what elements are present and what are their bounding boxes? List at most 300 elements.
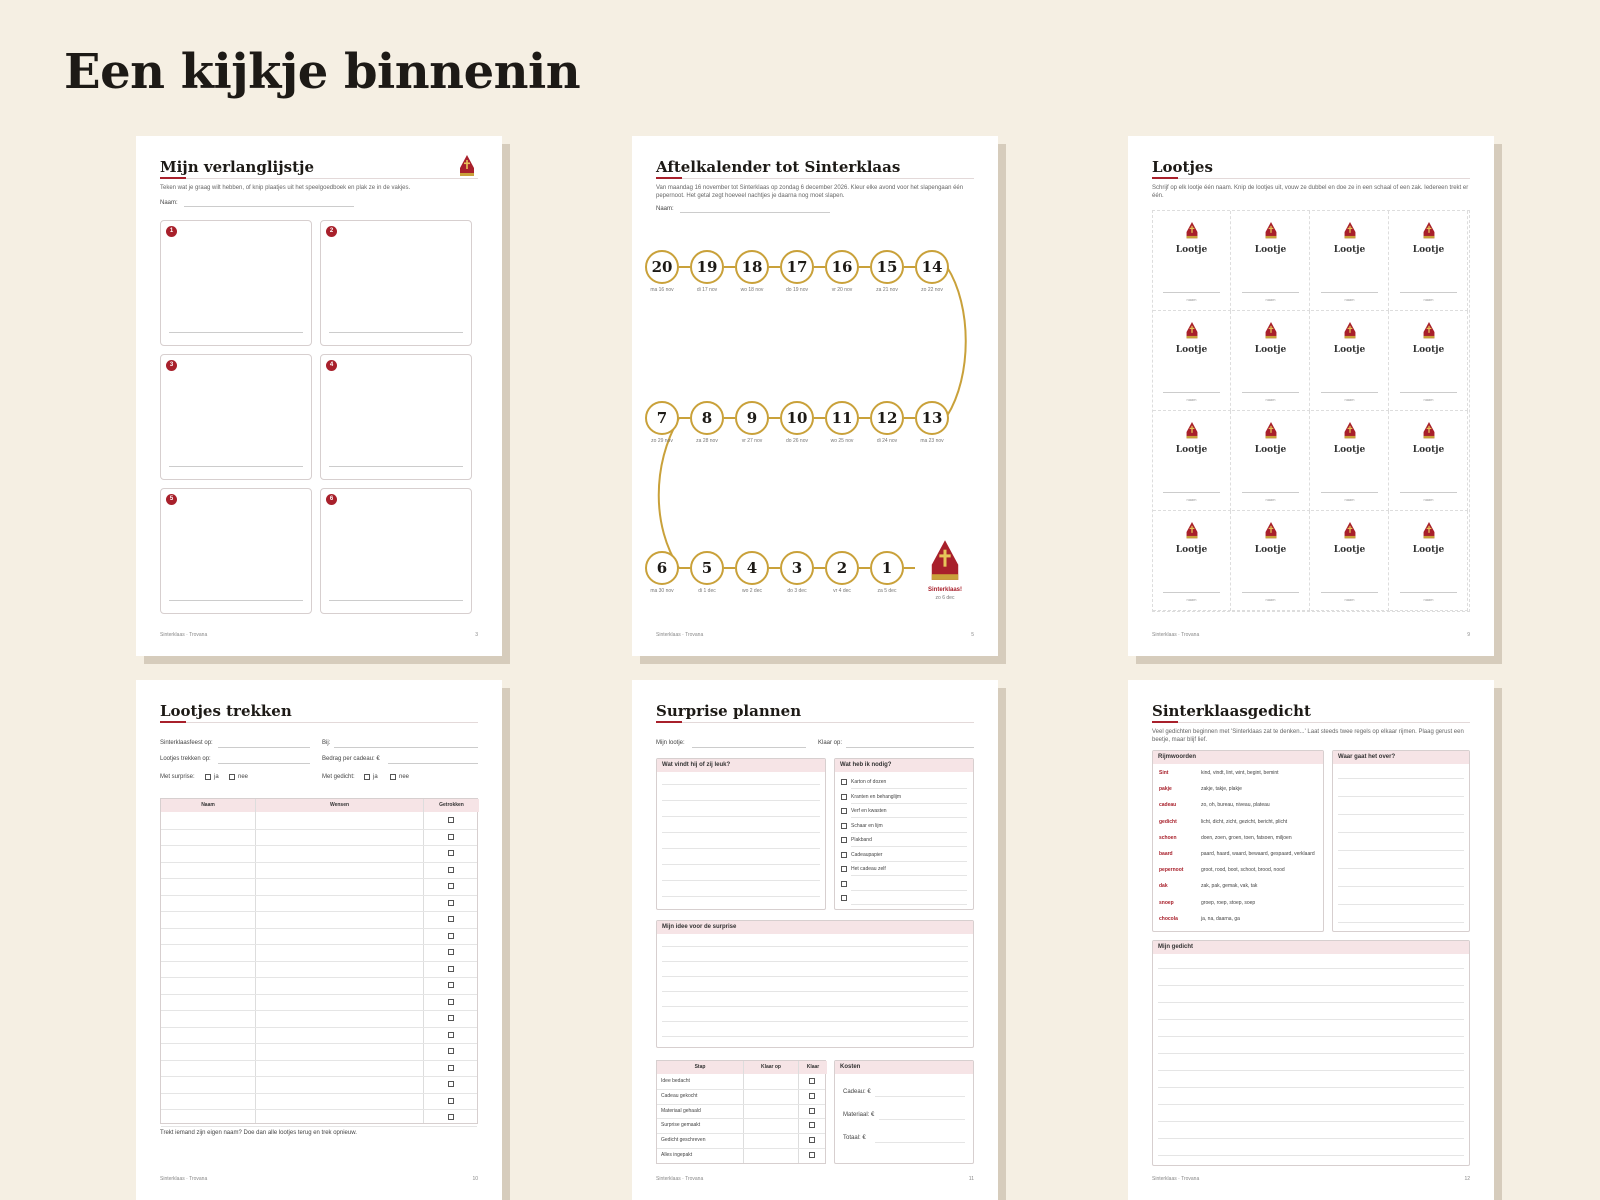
lootje-label: Lootje	[1175, 545, 1208, 555]
drawn-checkbox[interactable]	[448, 1015, 454, 1021]
need-checkbox[interactable]	[841, 794, 847, 800]
mitre-icon	[1343, 221, 1357, 245]
write-line	[1338, 886, 1464, 887]
day-connector	[724, 417, 735, 419]
poem-no-checkbox[interactable]	[390, 774, 396, 780]
need-item: Kranten en behanglijm	[851, 793, 902, 800]
wish-box-line	[329, 332, 463, 333]
day-circle: 4	[735, 551, 769, 585]
lootje-card	[1153, 211, 1231, 311]
write-line	[1338, 904, 1464, 905]
lootje-name-line	[1400, 292, 1457, 293]
lootje-label: Lootje	[1412, 545, 1445, 555]
col-done: Klaar	[799, 1061, 827, 1074]
lootje-name-line	[1242, 392, 1299, 393]
mitre-icon	[1185, 521, 1199, 545]
wish-box	[160, 220, 312, 346]
mitre-icon	[1343, 521, 1357, 545]
table-row-line	[161, 1010, 477, 1011]
wish-box-line	[329, 466, 463, 467]
page-footer: Sinterklaas · Trovana	[1152, 1176, 1200, 1182]
day-date: wo 2 dec	[741, 588, 762, 594]
need-checkbox[interactable]	[841, 881, 847, 887]
page-heading: Een kijkje binnenin	[64, 44, 581, 100]
step-checkbox[interactable]	[809, 1152, 815, 1158]
page-title: Sinterklaasgedicht	[1152, 702, 1311, 720]
title-accent	[656, 721, 682, 723]
day-date: vr 4 dec	[833, 588, 851, 594]
day-date: di 17 nov	[696, 287, 718, 293]
write-line	[1338, 814, 1464, 815]
title-rule	[656, 722, 974, 723]
surprise-label: Met surprise:	[160, 774, 195, 780]
day-date: zo 29 nov	[651, 438, 673, 444]
lootje-label: Lootje	[1412, 245, 1445, 255]
table-row-line	[161, 944, 477, 945]
page-subtitle: Van maandag 16 november tot Sinterklaas op zondag 6 december 2026. Kleur elke avond voor het slapengaan één pepernoot. Het getal zegt hoeveel nachtjes je daarna nog moet slapen.	[656, 185, 964, 199]
lootje-name-hint: naam	[1423, 597, 1434, 602]
drawn-checkbox[interactable]	[448, 1065, 454, 1071]
table-row-line	[657, 1118, 825, 1119]
day-connector	[904, 417, 915, 419]
step-checkbox[interactable]	[809, 1108, 815, 1114]
preview-lootjes-page	[1128, 136, 1494, 656]
drawn-checkbox[interactable]	[448, 834, 454, 840]
day-connector	[724, 567, 735, 569]
rhyme-options: kind, vindt, lint, wint, begint, bemint	[1201, 770, 1279, 776]
write-line	[662, 816, 820, 817]
day-connector	[769, 417, 780, 419]
lootje-name-line	[1163, 392, 1220, 393]
rhyme-word: pepernoot	[1159, 867, 1184, 874]
need-checkbox[interactable]	[841, 895, 847, 901]
write-line	[662, 961, 968, 962]
lootje-name-hint: naam	[1186, 397, 1197, 402]
page-title: Lootjes	[1152, 158, 1213, 176]
day-circle: 12	[870, 401, 904, 435]
lootje-label: Lootje	[1254, 345, 1287, 355]
page-footer: Sinterklaas · Trovana	[656, 632, 704, 638]
day-date: wo 18 nov	[740, 287, 764, 293]
lootje-card	[1232, 211, 1310, 311]
lootje-name-line	[1321, 392, 1378, 393]
lootje-label: Lootje	[1254, 545, 1287, 555]
rhyme-header: Rijmwoorden	[1153, 751, 1323, 764]
rhyme-options: doen, zoen, groen, toen, fatsoen, miljoen	[1201, 834, 1292, 841]
write-line	[1158, 1138, 1464, 1139]
drawn-checkbox[interactable]	[448, 999, 454, 1005]
rhyme-options: licht, dicht, zicht, gezicht, bericht, plicht	[1201, 818, 1288, 825]
lootje-label: Lootje	[1333, 545, 1366, 555]
wish-box	[320, 220, 472, 346]
need-checkbox[interactable]	[841, 852, 847, 858]
lootje-name-line	[1163, 492, 1220, 493]
table-row-line	[161, 878, 477, 879]
col-wishes: Wensen	[256, 799, 423, 812]
lootje-card	[1232, 511, 1310, 611]
page-number: 9	[1467, 632, 1470, 638]
lootje-name-hint: naam	[1423, 297, 1434, 302]
rhyme-word: snoep	[1159, 899, 1174, 906]
drawn-checkbox[interactable]	[448, 916, 454, 922]
host-line	[334, 747, 478, 748]
day-circle: 10	[780, 401, 814, 435]
need-line	[851, 846, 967, 847]
step-checkbox[interactable]	[809, 1122, 815, 1128]
drawn-checkbox[interactable]	[448, 933, 454, 939]
day-date: vr 20 nov	[831, 287, 853, 293]
table-row-line	[161, 1043, 477, 1044]
need-line	[851, 832, 967, 833]
table-row-line	[657, 1089, 825, 1090]
write-line	[1338, 850, 1464, 851]
lootje-name-line	[1163, 292, 1220, 293]
draw-table	[160, 798, 478, 1124]
drawn-checkbox[interactable]	[448, 900, 454, 906]
page-title: Lootjes trekken	[160, 702, 292, 720]
step-item: Idee bedacht	[661, 1078, 690, 1084]
write-line	[1158, 1155, 1464, 1156]
table-row-line	[161, 911, 477, 912]
amount-line	[388, 763, 478, 764]
preview-wishlist-page	[136, 136, 502, 656]
needs-panel	[834, 758, 974, 910]
day-connector	[769, 266, 780, 268]
title-rule	[160, 722, 478, 723]
drawn-checkbox[interactable]	[448, 850, 454, 856]
day-date: zo 22 nov	[921, 287, 943, 293]
lootje-card	[1390, 211, 1468, 311]
drawn-checkbox[interactable]	[448, 1114, 454, 1120]
wish-box	[320, 354, 472, 480]
day-circle: 15	[870, 250, 904, 284]
title-accent	[1152, 177, 1178, 179]
rhyme-word: dak	[1159, 883, 1168, 890]
yes-label: ja	[373, 774, 378, 780]
day-date: wo 25 nov	[830, 438, 854, 444]
wish-box-number: 2	[326, 226, 337, 237]
write-line	[1158, 1053, 1464, 1054]
rhyme-word: Sint	[1159, 770, 1169, 776]
rhyme-word: schoen	[1159, 834, 1177, 841]
rhyme-options: groot, rood, boot, schoot, brood, nood	[1201, 867, 1285, 874]
costs-header: Kosten	[835, 1061, 973, 1074]
day-connector	[679, 567, 690, 569]
table-row-line	[161, 845, 477, 846]
mitre-icon	[1264, 321, 1278, 345]
lootje-card	[1390, 411, 1468, 511]
step-checkbox[interactable]	[809, 1093, 815, 1099]
rhyme-word: cadeau	[1159, 802, 1177, 809]
lootje-name-line	[1321, 292, 1378, 293]
day-circle: 14	[915, 250, 949, 284]
mitre-icon	[1185, 421, 1199, 445]
write-line	[1338, 868, 1464, 869]
need-item: Het cadeau zelf	[851, 866, 886, 872]
drawn-checkbox[interactable]	[448, 1098, 454, 1104]
need-item: Plakband	[851, 837, 872, 843]
lootje-name-hint: naam	[1186, 297, 1197, 302]
page-title: Mijn verlanglijstje	[160, 158, 314, 176]
step-checkbox[interactable]	[809, 1137, 815, 1143]
step-item: Surprise gemaakt	[661, 1122, 701, 1129]
name-label: Naam:	[656, 206, 674, 212]
mitre-icon	[1185, 221, 1199, 245]
poem-label: Met gedicht:	[322, 774, 355, 780]
lootje-name-hint: naam	[1344, 397, 1355, 402]
page-title: Aftelkalender tot Sinterklaas	[656, 158, 901, 176]
need-checkbox[interactable]	[841, 837, 847, 843]
wish-box	[320, 488, 472, 614]
preview-draw-page	[136, 680, 502, 1200]
lootje-name-hint: naam	[1186, 597, 1197, 602]
need-checkbox[interactable]	[841, 866, 847, 872]
wish-box-number: 4	[326, 360, 337, 371]
day-circle: 6	[645, 551, 679, 585]
need-line	[851, 904, 967, 905]
rhyme-options: paard, haard, waard, bewaard, gespaard, verklaard	[1201, 851, 1315, 857]
rhyme-options: zo, oh, bureau, niveau, plateau	[1201, 802, 1270, 809]
page-footer: Sinterklaas · Trovana	[160, 1176, 208, 1182]
wish-box-line	[169, 332, 303, 333]
day-connector	[859, 266, 870, 268]
page-number: 10	[472, 1176, 478, 1182]
drawn-checkbox[interactable]	[448, 1081, 454, 1087]
rhyme-options: zak, pak, gemak, vak, tak	[1201, 883, 1258, 890]
my-poem-header: Mijn gedicht	[1153, 941, 1469, 954]
rhyme-word: pakje	[1159, 786, 1172, 793]
lootje-name-line	[1321, 592, 1378, 593]
table-row-line	[161, 1093, 477, 1094]
mitre-icon	[1264, 521, 1278, 545]
party-line	[218, 747, 310, 748]
ready-label: Klaar op:	[818, 740, 843, 746]
wish-box-line	[169, 466, 303, 467]
mitre-icon	[1422, 521, 1436, 545]
write-line	[1158, 1002, 1464, 1003]
table-row-line	[161, 994, 477, 995]
write-line	[1158, 985, 1464, 986]
need-item: Karton of dozen	[851, 779, 887, 785]
lootje-card	[1153, 411, 1231, 511]
need-checkbox[interactable]	[841, 808, 847, 814]
wish-box	[160, 354, 312, 480]
col-name: Naam	[161, 799, 255, 812]
write-line	[662, 848, 820, 849]
title-accent	[160, 177, 186, 179]
lootje-label: Lootje	[1175, 345, 1208, 355]
page-number: 11	[968, 1176, 974, 1182]
cost-line	[879, 1119, 965, 1120]
surprise-yes-checkbox[interactable]	[205, 774, 211, 780]
day-connector	[814, 567, 825, 569]
day-circle: 9	[735, 401, 769, 435]
finish-label: Sinterklaas!	[927, 587, 963, 593]
drawn-checkbox[interactable]	[448, 883, 454, 889]
mitre-icon	[458, 154, 476, 178]
write-line	[1338, 832, 1464, 833]
table-row-line	[161, 1027, 477, 1028]
page-title: Surprise plannen	[656, 702, 802, 720]
write-line	[662, 1006, 968, 1007]
need-line	[851, 803, 967, 804]
lootje-label: Lootje	[1254, 245, 1287, 255]
lootje-label: Lootje	[1175, 245, 1208, 255]
lootje-name-line	[1321, 492, 1378, 493]
name-label: Naam:	[160, 200, 178, 206]
wish-box-line	[169, 600, 303, 601]
lootje-name-line	[1400, 592, 1457, 593]
my-poem-panel	[1152, 940, 1470, 1166]
sinterklaas-mitre-icon	[928, 538, 962, 584]
col-drawn: Getrokken	[424, 799, 479, 812]
lootje-label: Mijn lootje:	[656, 740, 685, 746]
write-line	[662, 1021, 968, 1022]
need-line	[851, 788, 967, 789]
mitre-icon	[1343, 321, 1357, 345]
day-circle: 16	[825, 250, 859, 284]
lootje-label: Lootje	[1254, 445, 1287, 455]
table-row-line	[161, 1126, 477, 1127]
day-circle: 11	[825, 401, 859, 435]
lootje-card	[1390, 511, 1468, 611]
day-circle: 17	[780, 250, 814, 284]
write-line	[662, 976, 968, 977]
write-line	[662, 991, 968, 992]
drawn-checkbox[interactable]	[448, 982, 454, 988]
need-item: Cadeaupapier	[851, 851, 883, 858]
lootje-name-hint: naam	[1423, 497, 1434, 502]
day-circle: 13	[915, 401, 949, 435]
table-row-line	[161, 895, 477, 896]
write-line	[1158, 1019, 1464, 1020]
title-rule	[1152, 722, 1470, 723]
day-connector	[679, 266, 690, 268]
mitre-icon	[1422, 421, 1436, 445]
table-row-line	[657, 1148, 825, 1149]
finish-date: zo 6 dec	[935, 595, 955, 601]
wish-box	[160, 488, 312, 614]
need-item: Verf en kwasten	[851, 808, 887, 814]
surprise-no-checkbox[interactable]	[229, 774, 235, 780]
need-line	[851, 890, 967, 891]
table-row-line	[161, 1060, 477, 1061]
lootje-label: Lootje	[1412, 345, 1445, 355]
amount-label: Bedrag per cadeau: €	[322, 756, 380, 762]
need-item: Schaar en lijm	[851, 822, 883, 829]
write-line	[662, 800, 820, 801]
idea-panel	[656, 920, 974, 1048]
write-line	[1338, 796, 1464, 797]
day-connector	[814, 266, 825, 268]
drawn-checkbox[interactable]	[448, 949, 454, 955]
page-footer: Sinterklaas · Trovana	[656, 1176, 704, 1182]
about-panel	[1332, 750, 1470, 932]
day-connector	[904, 567, 915, 569]
cost-item: Totaal: €	[843, 1135, 866, 1141]
mitre-icon	[1422, 221, 1436, 245]
drawn-checkbox[interactable]	[448, 1032, 454, 1038]
likes-header: Wat vindt hij of zij leuk?	[657, 759, 825, 772]
title-rule	[1152, 178, 1470, 179]
likes-panel	[656, 758, 826, 910]
no-label: nee	[238, 774, 249, 780]
step-checkbox[interactable]	[809, 1078, 815, 1084]
day-date: di 24 nov	[876, 438, 898, 444]
page-subtitle: Teken wat je graag wilt hebben, of knip plaatjes uit het speelgoedboek en plak ze in de vakjes.	[160, 185, 411, 191]
lootjes-grid	[1152, 210, 1470, 612]
write-line	[1158, 968, 1464, 969]
lootje-name-line	[1242, 492, 1299, 493]
step-item: Alles ingepakt	[661, 1152, 693, 1158]
mitre-icon	[1264, 421, 1278, 445]
day-connector	[814, 417, 825, 419]
wish-box-number: 5	[166, 494, 177, 505]
day-date: ma 30 nov	[650, 588, 674, 594]
lootje-name-hint: naam	[1344, 497, 1355, 502]
table-row-line	[161, 862, 477, 863]
lootje-name-hint: naam	[1265, 597, 1276, 602]
poem-yes-checkbox[interactable]	[364, 774, 370, 780]
write-line	[1158, 1070, 1464, 1071]
cost-item: Cadeau: €	[843, 1089, 871, 1095]
page-subtitle: Veel gedichten beginnen met 'Sinterklaas zat te denken...' Laat steeds twee regels op elkaar rijmen. Plaag gerust een beetje, maar blijf lief.	[1152, 729, 1464, 743]
day-circle: 8	[690, 401, 724, 435]
draw-date-line	[218, 763, 310, 764]
day-circle: 2	[825, 551, 859, 585]
lootje-name-line	[1242, 292, 1299, 293]
lootje-label: Lootje	[1333, 245, 1366, 255]
day-date: za 5 dec	[877, 588, 897, 594]
need-checkbox[interactable]	[841, 779, 847, 785]
rhyme-word: baard	[1159, 851, 1173, 857]
preview-surprise-page	[632, 680, 998, 1200]
cost-item: Materiaal: €	[843, 1112, 875, 1118]
title-accent	[1152, 721, 1178, 723]
day-connector	[724, 266, 735, 268]
table-row-line	[161, 1076, 477, 1077]
needs-header: Wat heb ik nodig?	[835, 759, 973, 772]
drawn-checkbox[interactable]	[448, 817, 454, 823]
table-row-line	[161, 977, 477, 978]
lootje-card	[1232, 311, 1310, 411]
day-date: ma 16 nov	[650, 287, 674, 293]
drawn-checkbox[interactable]	[448, 1048, 454, 1054]
day-date: do 26 nov	[786, 438, 808, 444]
lootje-label: Lootje	[1175, 445, 1208, 455]
lootje-name-hint: naam	[1344, 297, 1355, 302]
col-ready-on: Klaar op	[744, 1061, 798, 1074]
drawn-checkbox[interactable]	[448, 966, 454, 972]
write-line	[1158, 1087, 1464, 1088]
lootje-name-line	[1163, 592, 1220, 593]
ready-line	[846, 747, 974, 748]
cost-line	[875, 1096, 965, 1097]
step-item: Gedicht geschreven	[661, 1137, 706, 1144]
table-row-line	[657, 1133, 825, 1134]
drawn-checkbox[interactable]	[448, 867, 454, 873]
need-line	[851, 875, 967, 876]
lootje-card	[1232, 411, 1310, 511]
day-connector	[679, 417, 690, 419]
need-checkbox[interactable]	[841, 823, 847, 829]
table-row-line	[161, 1109, 477, 1110]
need-line	[851, 861, 967, 862]
day-circle: 1	[870, 551, 904, 585]
page-subtitle: Schrijf op elk lootje één naam. Knip de lootjes uit, vouw ze dubbel en doe ze in een schaal of een zak. Iedereen trekt er één.	[1152, 185, 1469, 199]
rhyme-word: gedicht	[1159, 818, 1177, 825]
lootje-label: Lootje	[1333, 445, 1366, 455]
